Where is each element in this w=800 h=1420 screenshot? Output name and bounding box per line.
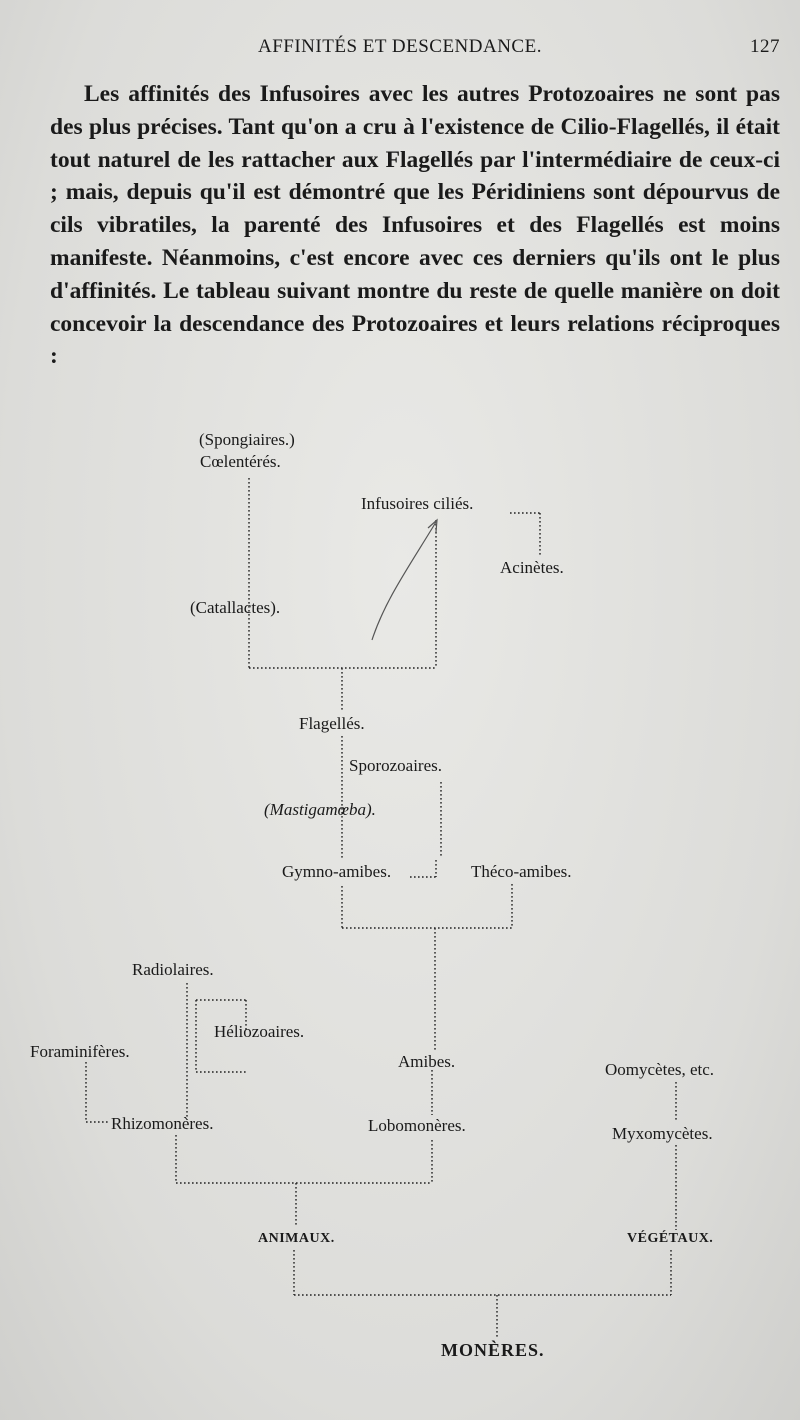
label-rhizomoneres: Rhizomonères. [111, 1114, 214, 1133]
label-foraminiferes: Foraminifères. [30, 1042, 130, 1061]
label-acinetes: Acinètes. [500, 558, 564, 577]
label-heliozoaires: Héliozoaires. [214, 1022, 305, 1041]
label-coelenteres: Cœlentérés. [200, 452, 281, 471]
label-radiolaires: Radiolaires. [132, 960, 214, 979]
hand-drawn-arrow-head [428, 520, 437, 532]
label-spongiaires: (Spongiaires.) [199, 430, 295, 449]
label-animaux: ANIMAUX. [258, 1231, 335, 1246]
label-oomycetes: Oomycètes, etc. [605, 1060, 715, 1079]
label-mastigamoeba: (Mastigamœba). [264, 800, 376, 819]
label-infusoires-cilies: Infusoires ciliés. [361, 494, 474, 513]
label-sporozoaires: Sporozoaires. [349, 756, 443, 775]
label-theco-amibes: Théco-amibes. [471, 862, 572, 881]
label-vegetaux: VÉGÉTAUX. [627, 1231, 714, 1246]
hand-drawn-arrow [372, 522, 436, 640]
label-flagelles: Flagellés. [299, 714, 365, 733]
running-head: AFFINITÉS ET DESCENDANCE. [258, 36, 542, 57]
label-lobomoneres: Lobomonères. [368, 1116, 466, 1135]
body-paragraph: Les affinités des Infusoires avec les autres Protozoaires ne sont pas des plus précises. Tant qu'on a cru à l'existence de Cilio-Flagellés, il était tout naturel de les rattacher aux Flagellés par l'intermédiaire de ceux-ci ; mais, depuis qu'il est démontré que les Péridiniens sont dépourvus de cils vibratiles, la parenté des Infusoires et des Flagellés est moins manifeste. Néanmoins, c'est encore avec ces derniers qu'ils ont le plus d'affinités. Le tableau suivant montre du reste de quelle manière on doit concevoir la descendance des Protozoaires et leurs relations réciproques : [50, 81, 780, 370]
label-amibes: Amibes. [398, 1052, 456, 1071]
label-catallactes: (Catallactes). [190, 598, 281, 617]
page-number: 127 [750, 36, 780, 57]
label-myxomycetes: Myxomycètes. [612, 1124, 713, 1143]
label-gymno-amibes: Gymno-amibes. [282, 862, 392, 881]
label-moneres: MONÈRES. [441, 1340, 545, 1360]
